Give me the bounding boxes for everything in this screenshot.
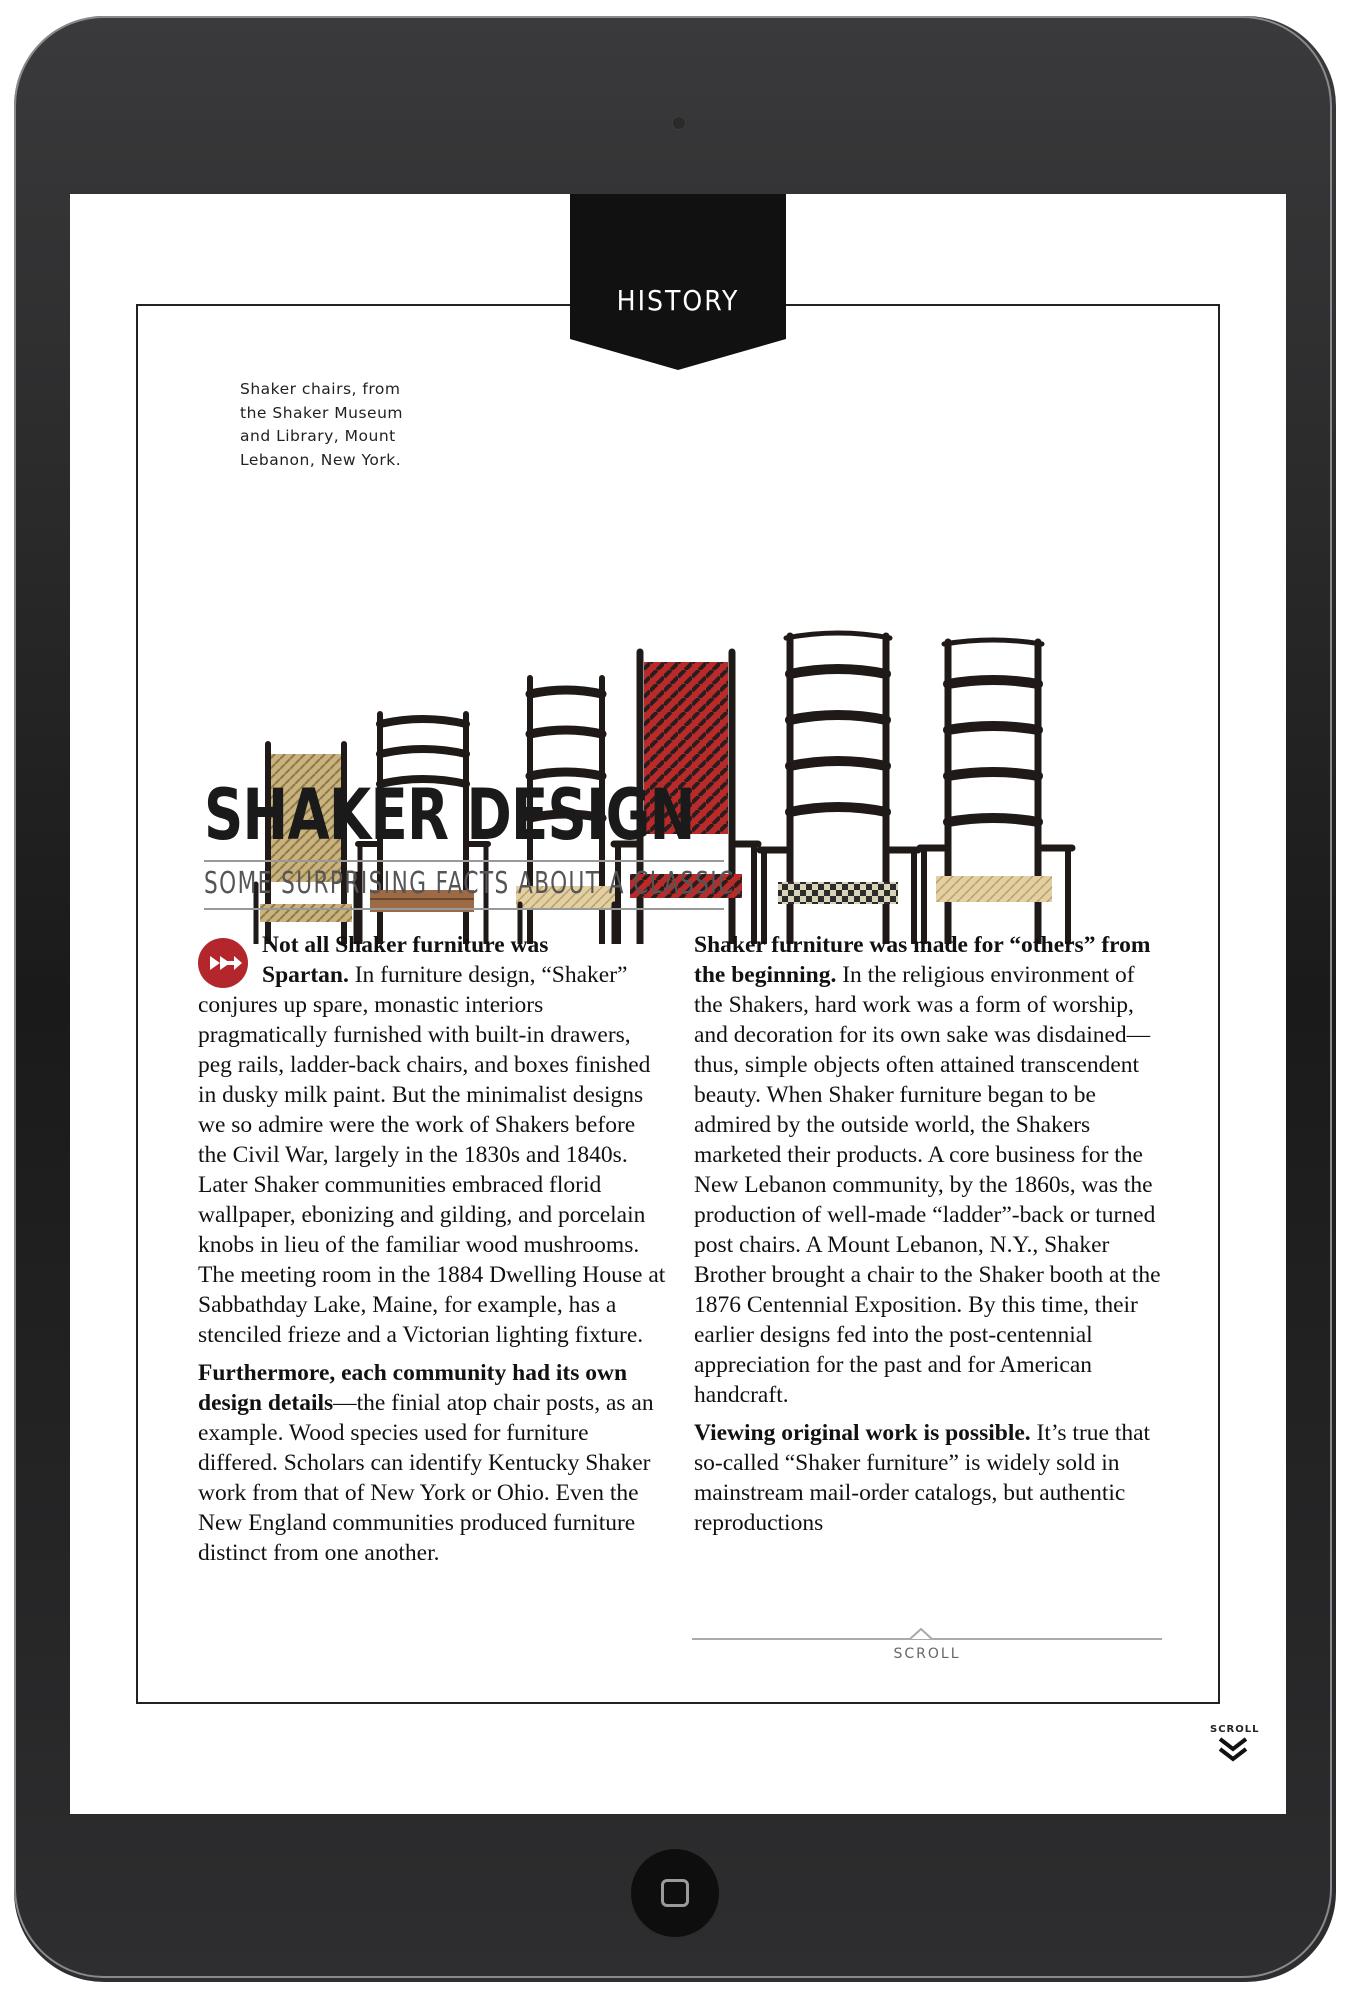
- article-title: SHAKER DESIGN: [204, 774, 695, 856]
- paragraph-2: Furthermore, each community had its own design details—the finial atop chair posts, as an example. Wood species used for furniture differed. Scholars can identify Kentucky Shaker work from that of New York or Ohio. Even the New England communities produced furniture distinct from one another.: [198, 1360, 654, 1566]
- article-column-2[interactable]: [694, 930, 1162, 1546]
- title-rule: [204, 860, 724, 862]
- article-subtitle: SOME SURPRISING FACTS ABOUT A CLASSIC.: [204, 866, 743, 901]
- page-scroll-indicator[interactable]: [1210, 1724, 1260, 1768]
- article-column-1[interactable]: [198, 930, 668, 1576]
- section-tab-label: HISTORY: [616, 284, 740, 317]
- page-scroll-label: SCROLL: [1210, 1724, 1260, 1735]
- photo-caption: Shaker chairs, from the Shaker Museum and Library, Mount Lebanon, New York.: [240, 380, 404, 469]
- chair-6: [912, 640, 1090, 944]
- section-tab[interactable]: [570, 194, 786, 370]
- paragraph-1: Not all Shaker furniture was Spartan. In furniture design, “Shaker” conjures up spare, monastic interiors pragmatically furnished with built-in drawers, peg rails, ladder-back chairs, and boxes finished in dusky milk paint. But the minimalist designs we so admire were the work of Shakers before the Civil War, largely in the 1830s and 1840s. Later Shaker communities embraced florid wallpaper, ebonizing and gilding, and porcelain knobs in lieu of the familiar wood mushrooms. The meeting room in the 1884 Dwelling House at Sabbathday Lake, Maine, for example, has a stenciled frieze and a Victorian lighting fixture.: [198, 932, 666, 1348]
- home-button[interactable]: [629, 1847, 721, 1939]
- home-square-icon: [661, 1879, 689, 1907]
- camera-icon: [672, 116, 686, 130]
- caret-up-icon: [910, 1628, 932, 1640]
- subtitle-rule: [204, 908, 724, 910]
- paragraph-4: Viewing original work is possible. It’s true that so-called “Shaker furniture” is widely sold in mainstream mail-order catalogs, but authentic reproductions: [694, 1420, 1151, 1536]
- screen: [70, 194, 1286, 1814]
- chair-5: [750, 633, 930, 944]
- double-chevron-down-icon: [1216, 1735, 1250, 1763]
- paragraph-3: Shaker furniture was made for “others” from the beginning. In the religious environment of the Shakers, hard work was a form of worship, and decoration for its own sake was disdained—thus, simple objects often attained transcendent beauty. When Shaker furniture began to be admired by the outside world, the Shakers marketed their products. A core business for the New Lebanon community, by the 1860s, was the production of well-made “ladder”-back or turned post chairs. A Mount Lebanon, N.Y., Shaker Brother brought a chair to the Shaker booth at the 1876 Centennial Exposition. By this time, their earlier designs fed into the post-centennial appreciation for the past and for American handcraft.: [694, 932, 1161, 1408]
- column-scroll-label[interactable]: SCROLL: [893, 1646, 961, 1662]
- shaker-chairs-photo: [230, 404, 1210, 944]
